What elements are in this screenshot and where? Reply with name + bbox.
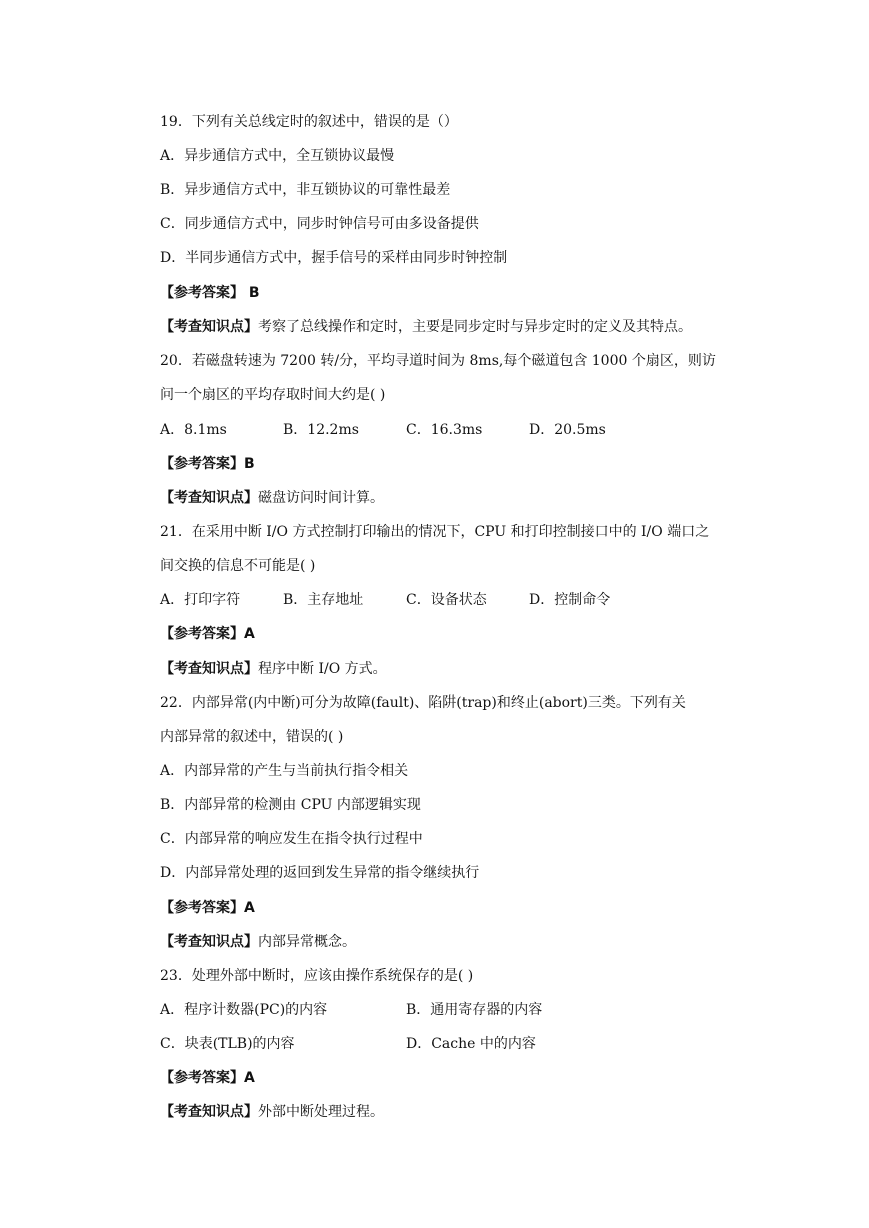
q19-option-b: B．异步通信方式中，非互锁协议的可靠性最差 — [160, 182, 451, 198]
q19-option-c: C．同步通信方式中，同步时钟信号可由多设备提供 — [160, 216, 479, 232]
q22-stem-line1: 22．内部异常(内中断)可分为故障(fault)、陷阱(trap)和终止(abort)三类。下列有关 — [160, 695, 686, 711]
q20-option-d: D．20.5ms — [529, 422, 606, 438]
q23-option-a: A．程序计数器(PC)的内容 — [160, 1002, 328, 1018]
q22-option-d: D．内部异常处理的返回到发生异常的指令继续执行 — [160, 865, 480, 881]
q23-knowledge — [160, 1102, 384, 1122]
answer-value: A — [244, 626, 255, 642]
knowledge-label: 【考查知识点】 — [160, 934, 258, 950]
q20-stem-line2: 问一个扇区的平均存取时间大约是( ) — [160, 387, 386, 403]
q23-option-b: B．通用寄存器的内容 — [406, 1002, 543, 1018]
answer-label: 【参考答案】 — [160, 1070, 244, 1086]
q23-answer — [160, 1068, 255, 1088]
knowledge-label: 【考查知识点】 — [160, 319, 258, 335]
answer-value: B — [244, 285, 260, 301]
knowledge-text: 内部异常概念。 — [258, 934, 356, 950]
q21-option-b: B．主存地址 — [283, 592, 364, 608]
q23-option-c: C．块表(TLB)的内容 — [160, 1036, 295, 1052]
knowledge-label: 【考查知识点】 — [160, 490, 258, 506]
q22-option-c: C．内部异常的响应发生在指令执行过程中 — [160, 831, 423, 847]
q21-answer — [160, 624, 255, 644]
knowledge-label: 【考查知识点】 — [160, 1104, 258, 1120]
q20-option-c: C．16.3ms — [406, 422, 483, 438]
knowledge-text: 考察了总线操作和定时，主要是同步定时与异步定时的定义及其特点。 — [258, 319, 692, 335]
q22-stem-line2: 内部异常的叙述中，错误的( ) — [160, 729, 344, 745]
q22-option-b: B．内部异常的检测由 CPU 内部逻辑实现 — [160, 797, 421, 813]
q20-answer — [160, 454, 255, 474]
answer-label: 【参考答案】 — [160, 456, 244, 472]
q20-option-b: B．12.2ms — [283, 422, 359, 438]
knowledge-text: 磁盘访问时间计算。 — [258, 490, 384, 506]
q22-answer — [160, 898, 255, 918]
q19-option-d: D．半同步通信方式中，握手信号的采样由同步时钟控制 — [160, 250, 508, 266]
q22-knowledge — [160, 932, 356, 952]
q20-knowledge — [160, 488, 384, 508]
q19-knowledge — [160, 317, 692, 337]
q19-stem: 19．下列有关总线定时的叙述中，错误的是（） — [160, 114, 458, 130]
knowledge-label: 【考查知识点】 — [160, 661, 258, 677]
answer-label: 【参考答案】 — [160, 626, 244, 642]
q20-stem-line1: 20．若磁盘转速为 7200 转/分，平均寻道时间为 8ms,每个磁道包含 1000 个扇区，则访 — [160, 353, 716, 369]
answer-value: A — [244, 1070, 255, 1086]
q21-option-a: A．打印字符 — [160, 592, 241, 608]
q21-option-c: C．设备状态 — [406, 592, 487, 608]
q23-stem: 23．处理外部中断时，应该由操作系统保存的是( ) — [160, 968, 474, 984]
q23-option-d: D．Cache 中的内容 — [406, 1036, 536, 1052]
q21-stem-line2: 间交换的信息不可能是( ) — [160, 558, 316, 574]
q22-option-a: A．内部异常的产生与当前执行指令相关 — [160, 763, 409, 779]
knowledge-text: 外部中断处理过程。 — [258, 1104, 384, 1120]
answer-label: 【参考答案】 — [160, 900, 244, 916]
q20-option-a: A．8.1ms — [160, 422, 227, 438]
answer-label: 【参考答案】 — [160, 285, 244, 301]
q21-stem-line1: 21．在采用中断 I/O 方式控制打印输出的情况下，CPU 和打印控制接口中的 I/O 端口之 — [160, 524, 710, 540]
answer-value: A — [244, 900, 255, 916]
q19-option-a: A．异步通信方式中，全互锁协议最慢 — [160, 148, 395, 164]
q21-knowledge — [160, 659, 387, 679]
q19-answer — [160, 283, 260, 303]
knowledge-text: 程序中断 I/O 方式。 — [258, 661, 387, 677]
answer-value: B — [244, 456, 255, 472]
q21-option-d: D．控制命令 — [529, 592, 611, 608]
